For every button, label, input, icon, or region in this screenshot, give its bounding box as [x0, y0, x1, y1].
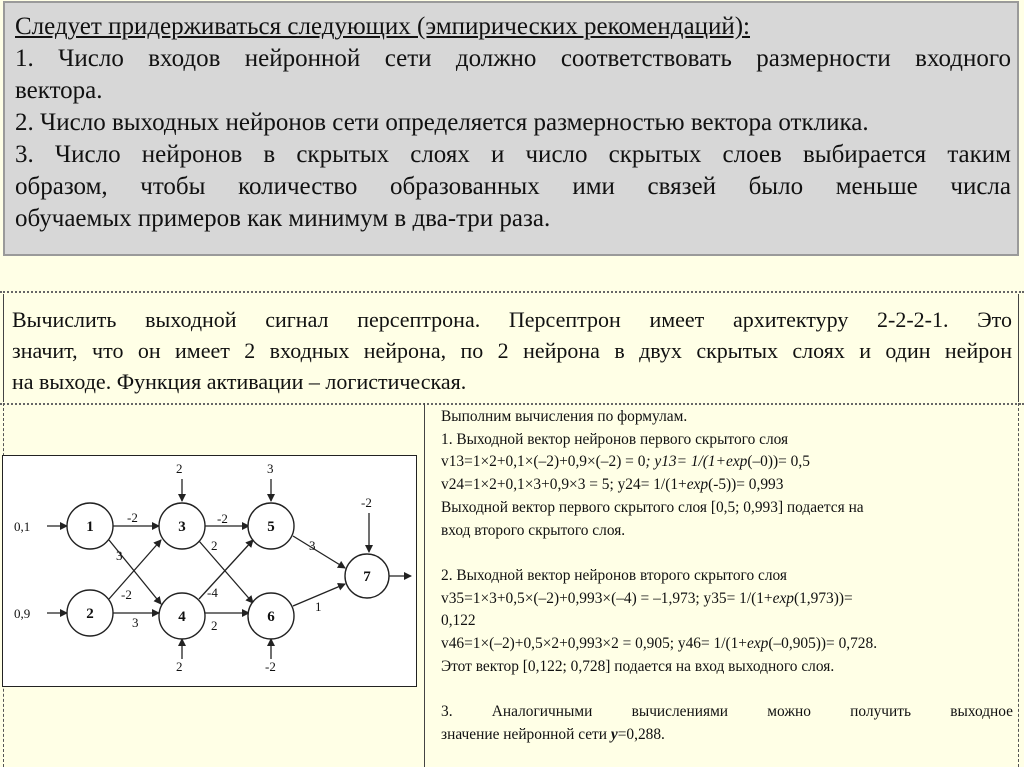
- weight-5-7: 3: [309, 538, 316, 553]
- recommendation-1-line-2: вектора.: [15, 77, 103, 104]
- neuron-5-label: 5: [267, 519, 275, 535]
- calc-step1-title: 1. Выходной вектор нейронов первого скрытого слоя: [441, 430, 789, 448]
- weight-3-5: -2: [217, 511, 228, 526]
- task-line-1: Вычислить выходной сигнал персептрона. Персептрон имеет архитектуру 2-2-2-1. Это: [12, 307, 1012, 332]
- calc-v35: v35=1×3+0,5×(–2)+0,993×(–4) = –1,973; y35= 1/(1+: [441, 589, 773, 607]
- dotted-divider-bottom: [0, 403, 1024, 405]
- calc-step2-y46: [441, 633, 1013, 656]
- calc-y24-result: (-5))= 0,993: [708, 476, 784, 494]
- neuron-4-label: 4: [178, 609, 186, 625]
- dotted-divider-top: [0, 291, 1024, 293]
- calc-step3-prefix: значение нейронной сети: [441, 725, 611, 743]
- weight-6-7: 1: [315, 599, 322, 614]
- calc-spacer-2: [441, 678, 1013, 701]
- calc-exp-2: exp: [686, 476, 709, 494]
- recommendation-2: 2. Число выходных нейронов сети определяется размерностью вектора отклика.: [15, 109, 869, 136]
- input-value-2: 0,9: [14, 606, 31, 621]
- calc-y46-result: (–0,905))= 0,728.: [768, 635, 878, 653]
- calculation-text: [441, 406, 1013, 747]
- edge-5-7: [293, 536, 345, 568]
- bias-3: 2: [176, 461, 183, 476]
- calc-y13-result: (–0))= 0,5: [747, 453, 810, 471]
- weight-3-6: 2: [211, 538, 218, 553]
- weight-2-4: 3: [132, 615, 139, 630]
- weight-1-4: 3: [116, 548, 123, 563]
- recommendations-heading: Следует придерживаться следующих (эмпирических рекомендаций):: [15, 13, 750, 40]
- recommendations-box: [3, 1, 1019, 256]
- bias-5: 3: [267, 461, 274, 476]
- recommendation-3-line-2: образом, чтобы количество образованных ими связей было меньше числа: [15, 173, 1011, 200]
- neuron-6-label: 6: [267, 609, 275, 625]
- weight-2-3: -2: [121, 587, 132, 602]
- calc-intro: Выполним вычисления по формулам.: [441, 408, 688, 425]
- bias-6: -2: [265, 659, 276, 674]
- perceptron-svg: [3, 456, 418, 688]
- right-border: [1018, 403, 1019, 767]
- column-divider: [424, 403, 425, 767]
- recommendation-3-line-1: 3. Число нейронов в скрытых слоях и число скрытых слоев выбирается таким: [15, 141, 1011, 168]
- bias-4: 2: [176, 659, 183, 674]
- calc-step1-note-2: вход второго скрытого слоя.: [441, 521, 626, 539]
- calc-step1-y24: [441, 474, 1013, 497]
- calc-v13: v13=1×2+0,1×(–2)+0,9×(–2) = 0: [441, 453, 646, 471]
- recommendation-3-line-3: обучаемых примеров как минимум в два-три раза.: [15, 205, 551, 232]
- calc-exp-4: exp: [746, 635, 769, 653]
- task-box: [3, 294, 1019, 402]
- calc-step2-y35-value: 0,122: [441, 612, 476, 630]
- calc-output-symbol: y: [610, 725, 618, 743]
- calc-exp-1: exp: [726, 453, 748, 471]
- calc-step2-note: Этот вектор [0,122; 0,728] подается на вход выходного слоя.: [441, 657, 835, 675]
- calc-step3-line-2: [441, 724, 1013, 747]
- calc-v46: v46=1×(–2)+0,5×2+0,993×2 = 0,905; y46= 1/(1+: [441, 635, 747, 653]
- bias-7: -2: [361, 495, 372, 510]
- neuron-3-label: 3: [178, 519, 186, 535]
- calc-output-value: =0,288.: [617, 725, 665, 743]
- recommendation-1-line-1: 1. Число входов нейронной сети должно соответствовать размерности входного: [15, 45, 1011, 72]
- calc-y13-prefix: ; y13= 1/(1+: [645, 453, 726, 471]
- neuron-1-label: 1: [86, 519, 94, 535]
- task-line-2: значит, что он имеет 2 входных нейрона, по 2 нейрона в двух скрытых слоях и один нейрон: [12, 338, 1012, 363]
- weight-4-6: 2: [211, 618, 218, 633]
- calc-step1-y13: [441, 451, 1013, 474]
- weight-4-5: -4: [207, 585, 218, 600]
- calc-step3-line-1: 3. Аналогичными вычислениями можно получить выходное: [441, 703, 1013, 721]
- calc-spacer-1: [441, 542, 1013, 565]
- neuron-7-label: 7: [363, 569, 371, 585]
- task-line-3: на выходе. Функция активации – логистическая.: [12, 369, 467, 394]
- calc-y35-result: (1,973))=: [793, 589, 853, 607]
- calc-exp-3: exp: [772, 589, 794, 607]
- calc-step1-note-1: Выходной вектор первого скрытого слоя [0,5; 0,993] подается на: [441, 498, 864, 516]
- neuron-2-label: 2: [86, 606, 94, 622]
- calc-step2-y35: [441, 588, 1013, 611]
- calc-step2-title: 2. Выходной вектор нейронов второго скрытого слоя: [441, 566, 787, 584]
- calc-v24: v24=1×2+0,1×3+0,9×3 = 5; y24= 1/(1+: [441, 476, 687, 494]
- weight-1-3: -2: [127, 510, 138, 525]
- perceptron-diagram: [2, 455, 417, 687]
- input-value-1: 0,1: [14, 519, 31, 534]
